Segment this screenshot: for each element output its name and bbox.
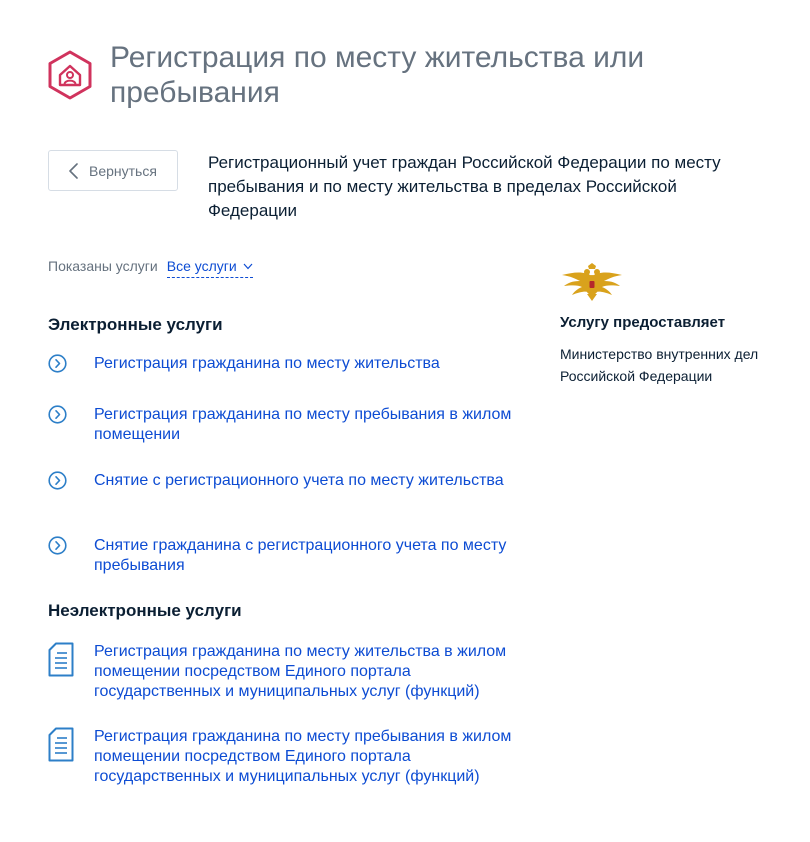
service-description: Регистрационный учет граждан Российской Федерации по месту пребывания и по месту жительства в пределах Российской Федерации bbox=[208, 153, 721, 220]
service-link: Снятие гражданина с регистрационного учета по месту пребывания bbox=[94, 537, 507, 574]
electronic-service-item[interactable] bbox=[48, 405, 518, 445]
electronic-services-title: Электронные услуги bbox=[48, 315, 223, 334]
service-link: Снятие с регистрационного учета по месту жительства bbox=[94, 472, 504, 489]
document-icon bbox=[48, 642, 74, 677]
chevron-left-icon bbox=[67, 163, 81, 179]
circle-arrow-icon bbox=[48, 354, 67, 373]
provider-name: Министерство внутренних дел Российской Федерации bbox=[560, 346, 759, 384]
circle-arrow-icon bbox=[48, 471, 67, 490]
provider-title: Услугу предоставляет bbox=[560, 314, 726, 331]
back-button[interactable] bbox=[48, 150, 178, 191]
filter-selected-value: Все услуги bbox=[166, 258, 237, 274]
service-link: Регистрация гражданина по месту пребывания в жилом помещении bbox=[94, 406, 512, 443]
house-person-icon bbox=[47, 50, 93, 100]
service-link: Регистрация гражданина по месту пребывания в жилом помещении посредством Единого портала государственных и муниципальных услуг (функций) bbox=[94, 728, 512, 785]
back-button-label: Вернуться bbox=[89, 162, 157, 179]
circle-arrow-icon bbox=[48, 536, 67, 555]
circle-arrow-icon bbox=[48, 405, 67, 424]
double-headed-eagle-emblem bbox=[560, 262, 624, 302]
chevron-down-icon bbox=[243, 263, 253, 270]
document-icon bbox=[48, 727, 74, 762]
electronic-service-item[interactable] bbox=[48, 471, 518, 495]
page-title: Регистрация по месту жительства или пребывания bbox=[110, 41, 645, 109]
service-link: Регистрация гражданина по месту жительства bbox=[94, 355, 440, 372]
electronic-service-item[interactable] bbox=[48, 354, 518, 378]
filter-dropdown[interactable] bbox=[167, 258, 253, 278]
service-filter bbox=[48, 258, 253, 278]
service-link: Регистрация гражданина по месту жительства в жилом помещении посредством Единого портала государственных и муниципальных услуг (функций) bbox=[94, 643, 507, 700]
filter-label: Показаны услуги bbox=[48, 258, 158, 274]
non-electronic-services-title: Неэлектронные услуги bbox=[48, 601, 242, 620]
non-electronic-service-item[interactable] bbox=[48, 642, 518, 702]
non-electronic-service-item[interactable] bbox=[48, 727, 518, 787]
electronic-service-item[interactable] bbox=[48, 536, 518, 576]
